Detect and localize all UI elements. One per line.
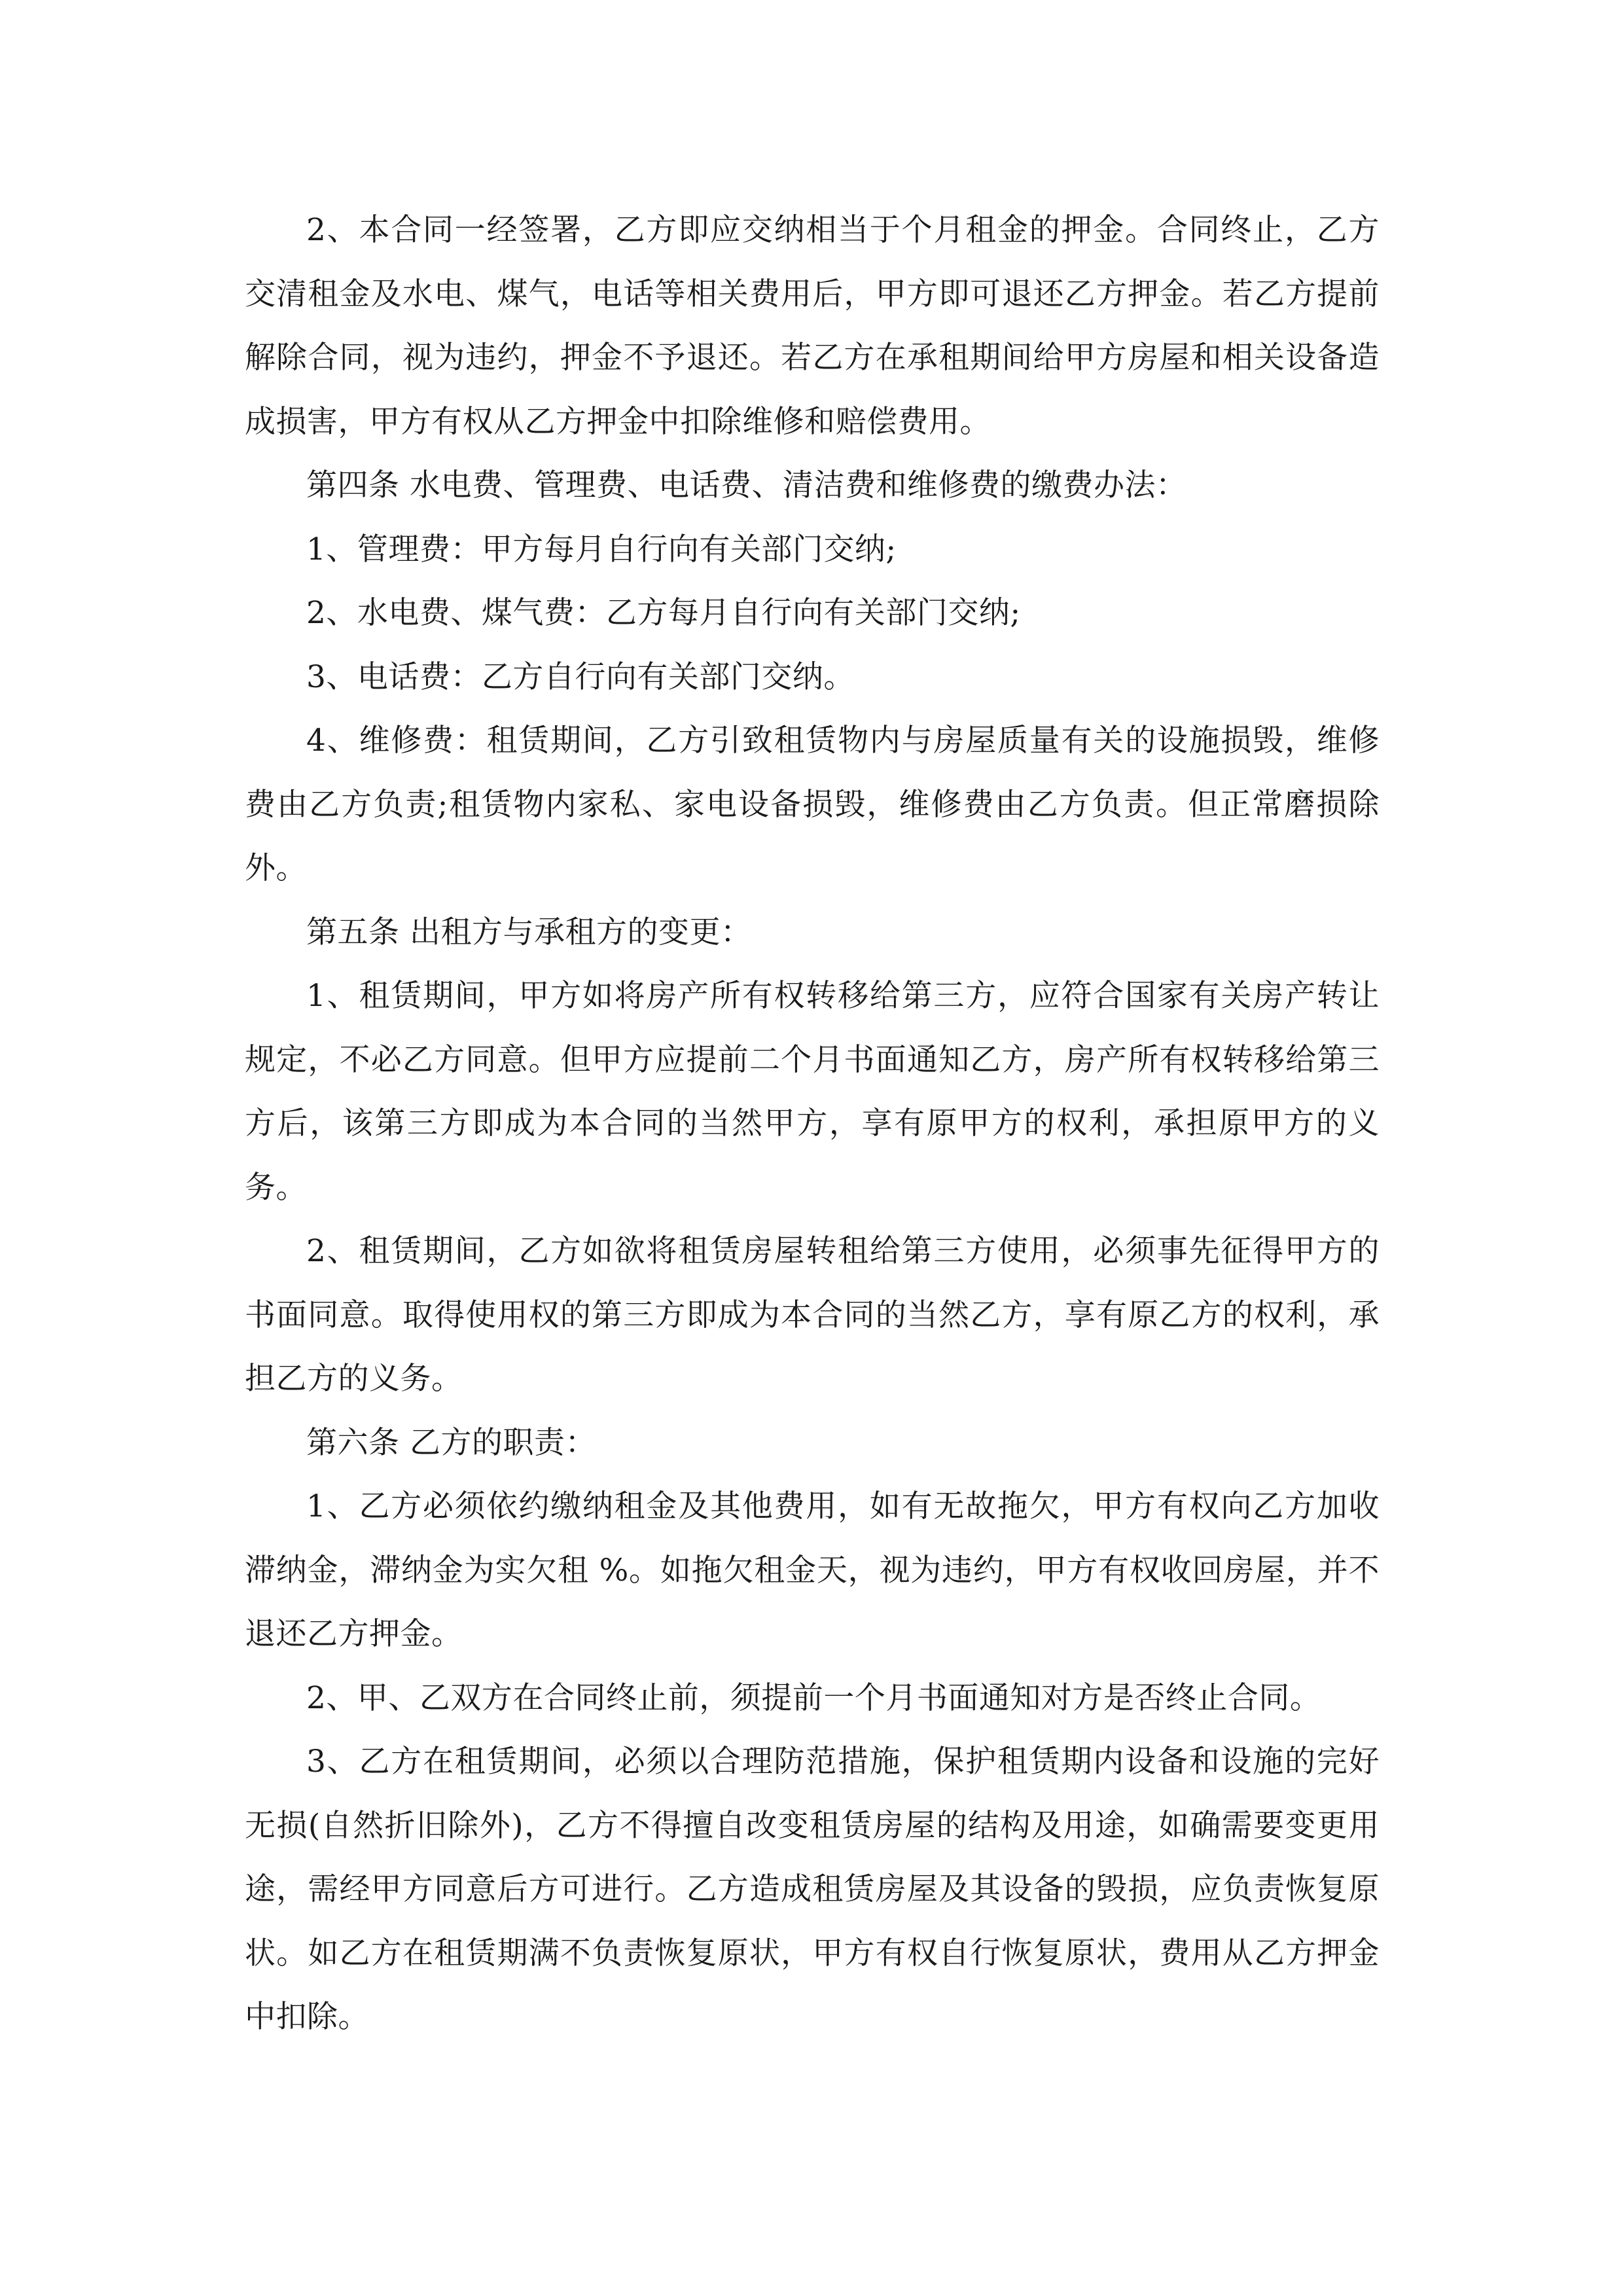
paragraph-termination-notice: 2、甲、乙双方在合同终止前，须提前一个月书面通知对方是否终止合同。 xyxy=(306,1679,1321,1716)
heading-article-5: 第五条 出租方与承租方的变更： xyxy=(306,914,752,950)
heading-article-4: 第四条 水电费、管理费、电话费、清洁费和维修费的缴费办法： xyxy=(306,467,1187,503)
paragraph-sublease: 2、租赁期间，乙方如欲将租赁房屋转租给第三方使用，必须事先征得甲方的书面同意。取得使用权的第三方即成为本合同的当然乙方，享有原乙方的权利，承担乙方的义务。 xyxy=(245,1233,1380,1397)
paragraph-management-fee: 1、管理费：甲方每月自行向有关部门交纳; xyxy=(306,531,897,567)
paragraph-lessor-change: 1、租赁期间，甲方如将房产所有权转移给第三方，应符合国家有关房产转让规定，不必乙方同意。但甲方应提前二个月书面通知乙方，房产所有权转移给第三方后，该第三方即成为本合同的当然甲方，享有原甲方的权利，承担原甲方的义务。 xyxy=(245,978,1380,1206)
heading-article-6: 第六条 乙方的职责： xyxy=(306,1424,596,1461)
paragraph-utilities-fee: 2、水电费、煤气费：乙方每月自行向有关部门交纳; xyxy=(306,595,1021,631)
paragraph-property-care: 3、乙方在租赁期间，必须以合理防范措施，保护租赁期内设备和设施的完好无损(自然折旧除外)，乙方不得擅自改变租赁房屋的结构及用途，如确需要变更用途，需经甲方同意后方可进行。乙方造成租赁房屋及其设备的毁损，应负责恢复原状。如乙方在租赁期满不负责恢复原状，甲方有权自行恢复原状，费用从乙方押金中扣除。 xyxy=(245,1744,1380,2035)
contract-body xyxy=(245,198,1380,2049)
paragraph-maintenance-fee: 4、维修费：租赁期间，乙方引致租赁物内与房屋质量有关的设施损毁，维修费由乙方负责;租赁物内家私、家电设备损毁，维修费由乙方负责。但正常磨损除外。 xyxy=(245,723,1380,886)
paragraph-rent-payment: 1、乙方必须依约缴纳租金及其他费用，如有无故拖欠，甲方有权向乙方加收滞纳金，滞纳金为实欠租 %。如拖欠租金天，视为违约，甲方有权收回房屋，并不退还乙方押金。 xyxy=(245,1488,1380,1652)
paragraph-deposit: 2、本合同一经签署，乙方即应交纳相当于个月租金的押金。合同终止，乙方交清租金及水电、煤气，电话等相关费用后，甲方即可退还乙方押金。若乙方提前解除合同，视为违约，押金不予退还。若乙方在承租期间给甲方房屋和相关设备造成损害，甲方有权从乙方押金中扣除维修和赔偿费用。 xyxy=(245,212,1380,440)
paragraph-telephone-fee: 3、电话费：乙方自行向有关部门交纳。 xyxy=(306,658,855,695)
